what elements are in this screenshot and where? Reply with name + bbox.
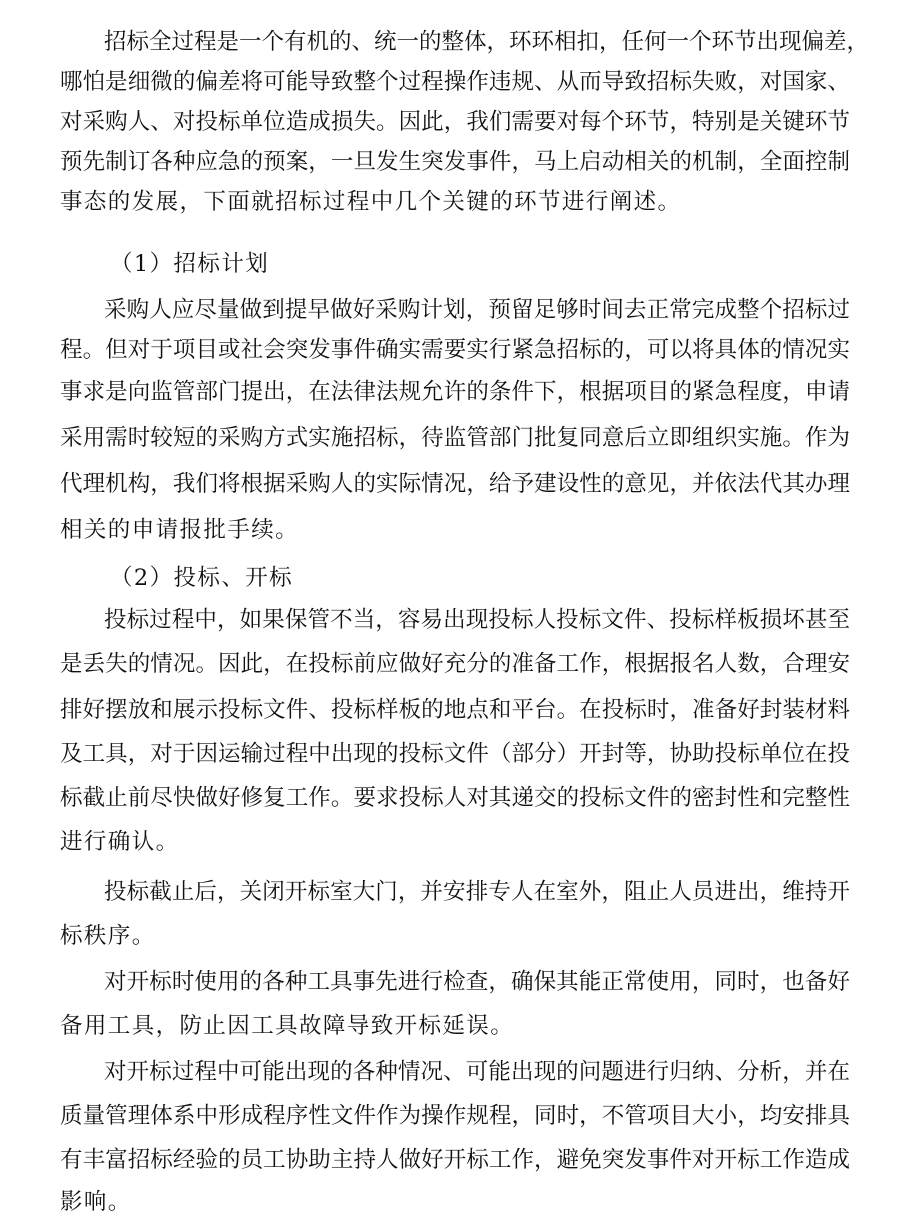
paragraph-2-line-6: 相关的申请报批手续。 [60,517,300,543]
section-heading-bid-opening: （2）投标、开标 [110,565,294,591]
paragraph-3-line-5: 标截止前尽快做好修复工作。要求投标人对其递交的投标文件的密封性和完整性 [60,785,850,811]
paragraph-2-line-4: 采用需时较短的采购方式实施招标，待监管部门批复同意后立即组织实施。作为 [60,425,850,451]
paragraph-3-line-3: 排好摆放和展示投标文件、投标样板的地点和平台。在投标时，准备好封装材料 [60,697,850,723]
paragraph-6-line-2: 质量管理体系中形成程序性文件作为操作规程，同时，不管项目大小，均安排具 [60,1103,850,1129]
paragraph-2-line-2: 程。但对于项目或社会突发事件确实需要实行紧急招标的，可以将具体的情况实 [60,337,850,363]
paragraph-6-line-1: 对开标过程中可能出现的各种情况、可能出现的问题进行归纳、分析，并在 [104,1059,850,1085]
paragraph-4-line-2: 标秩序。 [60,923,156,949]
paragraph-1-line-5: 事态的发展，下面就招标过程中几个关键的环节进行阐述。 [60,189,682,215]
paragraph-4-line-1: 投标截止后，关闭开标室大门，并安排专人在室外，阻止人员进出，维持开 [104,879,850,905]
paragraph-3-line-4: 及工具，对于因运输过程中出现的投标文件（部分）开封等，协助投标单位在投 [60,741,850,767]
paragraph-1-line-1: 招标全过程是一个有机的、统一的整体，环环相扣，任何一个环节出现偏差， [104,29,870,55]
paragraph-2-line-5: 代理机构，我们将根据采购人的实际情况，给予建设性的意见，并依法代其办理 [60,471,850,497]
paragraph-2-line-3: 事求是向监管部门提出，在法律法规允许的条件下，根据项目的紧急程度，申请 [60,379,850,405]
section-heading-bidding-plan: （1）招标计划 [110,251,270,277]
paragraph-3-line-6: 进行确认。 [60,829,180,855]
paragraph-5-line-1: 对开标时使用的各种工具事先进行检查，确保其能正常使用，同时，也备好 [104,969,850,995]
paragraph-6-line-4: 影响。 [60,1189,132,1215]
paragraph-2-line-1: 采购人应尽量做到提早做好采购计划，预留足够时间去正常完成整个招标过 [104,297,850,323]
paragraph-3-line-1: 投标过程中，如果保管不当，容易出现投标人投标文件、投标样板损坏甚至 [104,607,850,633]
paragraph-6-line-3: 有丰富招标经验的员工协助主持人做好开标工作，避免突发事件对开标工作造成 [60,1147,850,1173]
paragraph-5-line-2: 备用工具，防止因工具故障导致开标延误。 [60,1013,515,1039]
paragraph-3-line-2: 是丢失的情况。因此，在投标前应做好充分的准备工作，根据报名人数，合理安 [60,651,850,677]
paragraph-1-line-2: 哪怕是细微的偏差将可能导致整个过程操作违规、从而导致招标失败，对国家、 [60,69,850,95]
paragraph-1-line-4: 预先制订各种应急的预案，一旦发生突发事件，马上启动相关的机制，全面控制 [60,149,850,175]
paragraph-1-line-3: 对采购人、对投标单位造成损失。因此，我们需要对每个环节，特别是关键环节 [60,109,850,135]
